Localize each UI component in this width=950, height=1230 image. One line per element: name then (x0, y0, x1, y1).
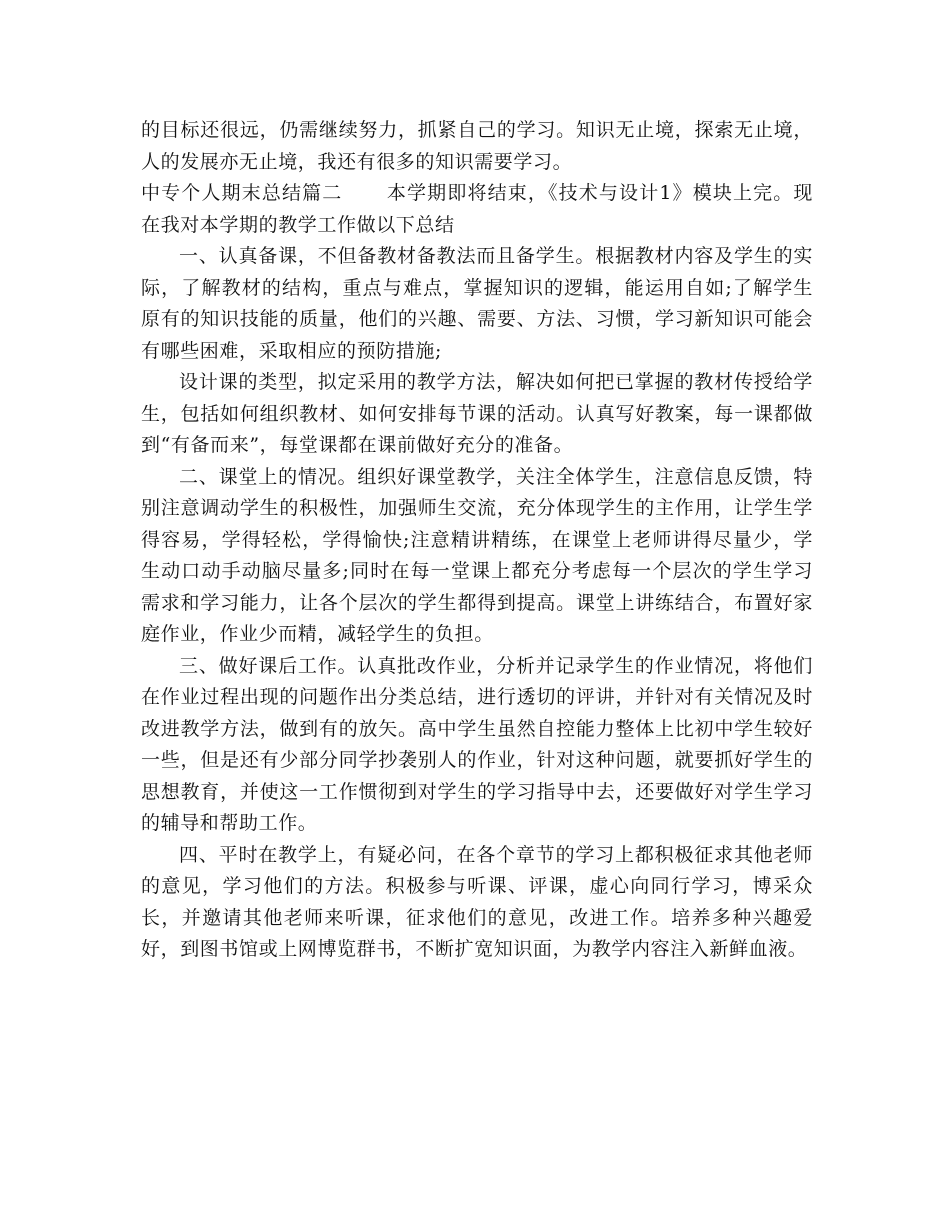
paragraph-item-4: 四、平时在教学上，有疑必问，在各个章节的学习上都积极征求其他老师的意见，学习他们的方法。积极参与听课、评课，虚心向同行学习，博采众长，并邀请其他老师来听课，征求他们的意见，改进工作。培养多种兴趣爱好，到图书馆或上网博览群书，不断扩宽知识面，为教学内容注入新鲜血液。 (141, 843, 813, 960)
paragraph-item-1-cont: 设计课的类型，拟定采用的教学方法，解决如何把已掌握的教材传授给学生，包括如何组织教材、如何安排每节课的活动。认真写好教案，每一课都做到“有备而来”，每堂课都在课前做好充分的准备。 (141, 371, 813, 456)
paragraph-item-3: 三、做好课后工作。认真批改作业，分析并记录学生的作业情况，将他们在作业过程出现的问题作出分类总结，进行透切的评讲，并针对有关情况及时改进教学方法，做到有的放矢。高中学生虽然自控能力整体上比初中学生较好一些，但是还有少部分同学抄袭别人的作业，针对这种问题，就要抓好学生的思想教育，并使这一工作惯彻到对学生的学习指导中去，还要做好对学生学习的辅导和帮助工作。 (141, 654, 813, 834)
section-heading: 中专个人期末总结篇二 (141, 182, 343, 204)
paragraph-item-2: 二、课堂上的情况。组织好课堂教学，关注全体学生，注意信息反馈，特别注意调动学生的积极性，加强师生交流，充分体现学生的主作用，让学生学得容易，学得轻松，学得愉快;注意精讲精练，在课堂上老师讲得尽量少，学生动口动手动脑尽量多;同时在每一堂课上都充分考虑每一个层次的学生学习需求和学习能力，让各个层次的学生都得到提高。课堂上讲练结合，布置好家庭作业，作业少而精，减轻学生的负担。 (141, 465, 813, 645)
paragraph-section-heading (141, 178, 813, 241)
paragraph-item-1: 一、认真备课，不但备教材备教法而且备学生。根据教材内容及学生的实际，了解教材的结构，重点与难点，掌握知识的逻辑，能运用自如;了解学生原有的知识技能的质量，他们的兴趣、需要、方法、习惯，学习新知识可能会有哪些困难，采取相应的预防措施; (141, 245, 813, 362)
section-intro: 本学期即将结束，《技术与设计1》模块上完。现在我对本学期的教学工作做以下总结 (141, 182, 813, 236)
paragraph-continuation: 的目标还很远，仍需继续努力，抓紧自己的学习。知识无止境，探索无止境，人的发展亦无止境，我还有很多的知识需要学习。 (141, 119, 813, 173)
document-body (141, 115, 813, 966)
